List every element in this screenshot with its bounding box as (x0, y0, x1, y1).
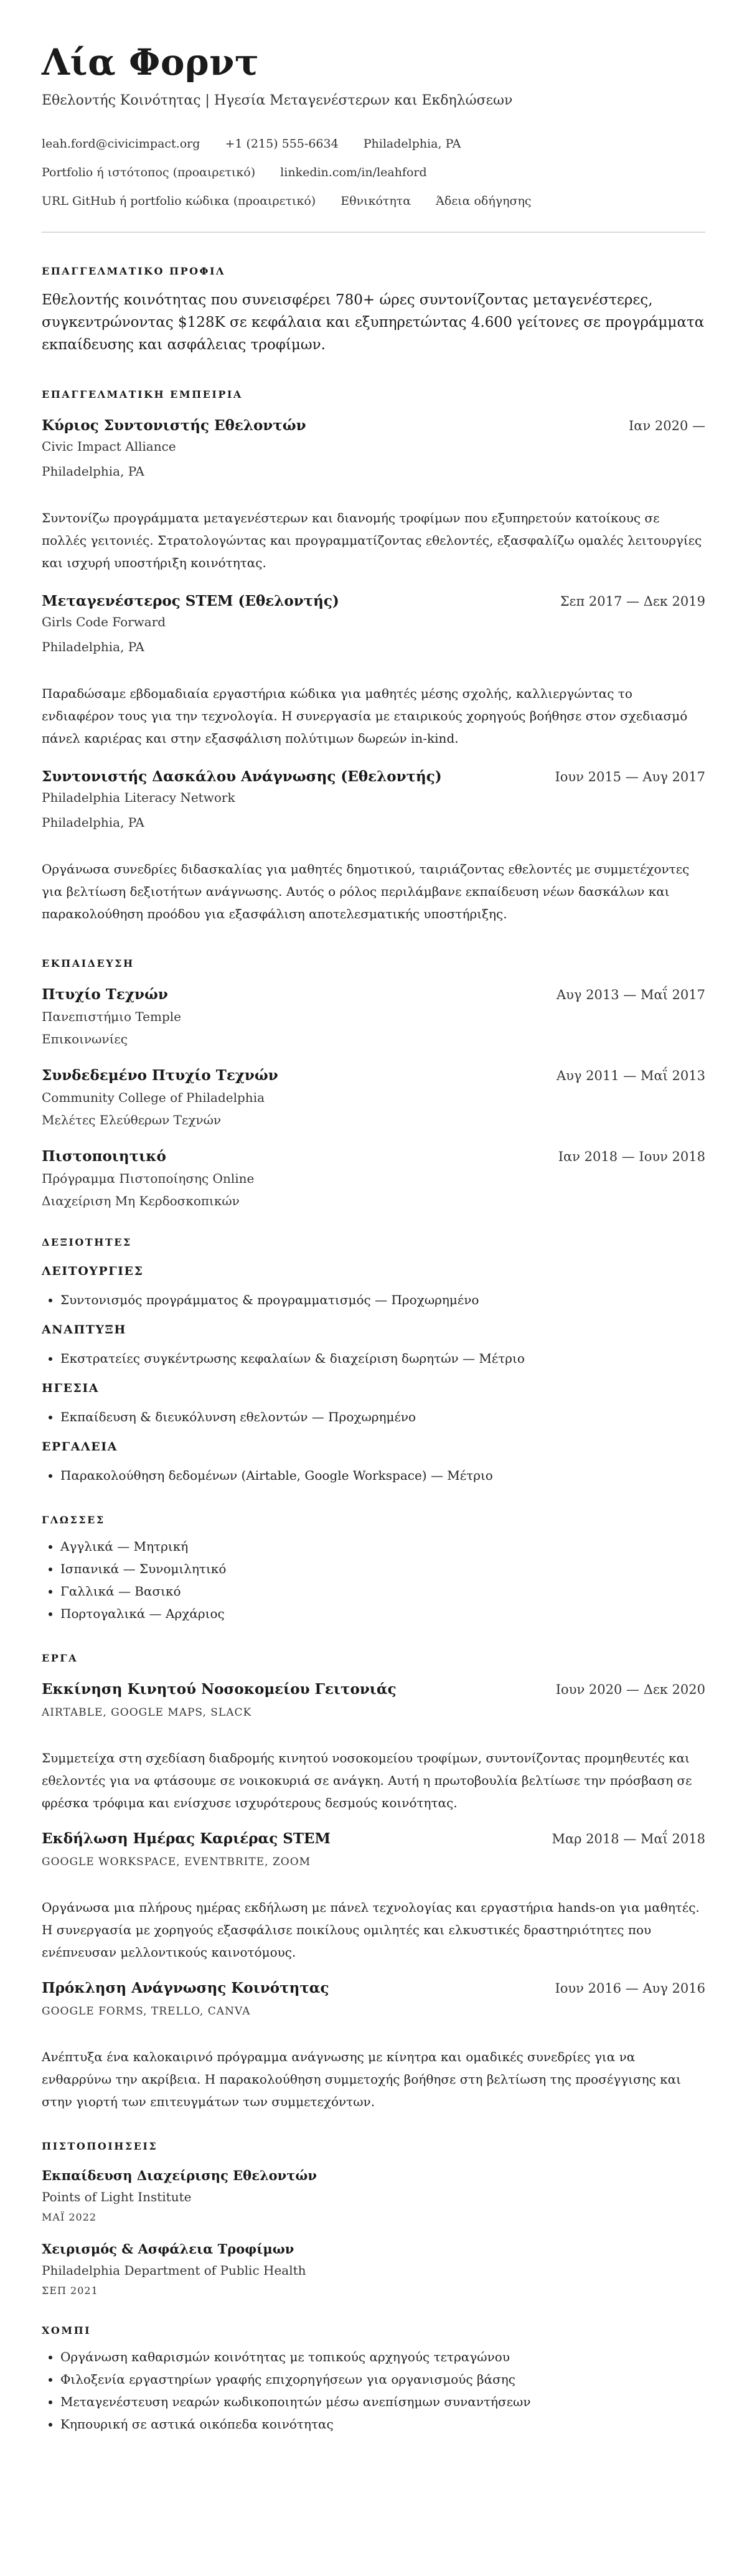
job-description: Οργάνωσα συνεδρίες διδασκαλίας για μαθητές δημοτικού, ταιριάζοντας εθελοντές με συμμετέχοντες για βελτίωση δεξιοτήτων ανάγνωσης. Αυτός ο ρόλος περιλάμβανε εκπαίδευση νέων δασκάλων και παρακολούθηση προόδου για εξασφάλιση αποτελεσματικής υποστήριξης. (42, 862, 690, 921)
project-title: Πρόκληση Ανάγνωσης Κοινότητας (42, 1980, 329, 1996)
skill-list (42, 1464, 705, 1487)
phone-number: +1 (215) 555-6634 (225, 137, 339, 151)
project-dates: Μαρ 2018 — Μαΐ 2018 (552, 1831, 705, 1846)
degree-dates: Αυγ 2011 — Μαΐ 2013 (557, 1068, 705, 1083)
education-entry (42, 1148, 705, 1209)
certification-entry (42, 2168, 705, 2224)
project-dates: Ιουν 2020 — Δεκ 2020 (555, 1682, 705, 1697)
skill-list (42, 1347, 705, 1370)
skill-item: • Εκστρατείες συγκέντρωσης κεφαλαίων & διαχείριση δωρητών — Μέτριο (60, 1347, 705, 1370)
project-entry (42, 1980, 705, 2113)
section-hobbies (42, 2325, 705, 2435)
hobby-item: • Κηπουρική σε αστικά οικόπεδα κοινότητας (60, 2413, 705, 2435)
header-divider (42, 232, 705, 233)
project-tools: GOOGLE FORMS, TRELLO, CANVA (42, 2005, 251, 2018)
degree-dates: Αυγ 2013 — Μαΐ 2017 (557, 987, 705, 1002)
skill-list (42, 1289, 705, 1311)
contact-row-links (42, 164, 705, 181)
project-tools: GOOGLE WORKSPACE, EVENTBRITE, ZOOM (42, 1856, 311, 1868)
section-title-projects: ΕΡΓΑ (42, 1652, 78, 1664)
contact-row-extra (42, 193, 705, 209)
language-item: • Πορτογαλικά — Αρχάριος (60, 1602, 705, 1625)
experience-entry (42, 417, 705, 574)
field-of-study: Διαχείριση Μη Κερδοσκοπικών (42, 1193, 240, 1208)
project-title: Εκκίνηση Κινητού Νοσοκομείου Γειτονιάς (42, 1681, 397, 1698)
section-skills (42, 1236, 705, 1487)
project-description: Οργάνωσα μια πλήρους ημέρας εκδήλωση με πάνελ τεχνολογίας και εργαστήρια hands-on για μαθητές. Η συνεργασία με χορηγούς εξασφάλισε ποικίλους ομιλητές και ελκυστικές δραστηριότητες που ενέπνευσαν μελλοντικούς καινοτόμους. (42, 1900, 700, 1960)
license-text: Άδεια οδήγησης (436, 194, 532, 208)
school-name: Πανεπιστήμιο Temple (42, 1009, 182, 1024)
contact-row-primary (42, 136, 705, 152)
education-entry (42, 1067, 705, 1128)
skill-group-title: ΑΝΑΠΤΥΞΗ (42, 1323, 126, 1337)
hobby-item: • Οργάνωση καθαρισμών κοινότητας με τοπικούς αρχηγούς τετραγώνου (60, 2346, 705, 2368)
section-title-profile: ΕΠΑΓΓΕΛΜΑΤΙΚΟ ΠΡΟΦΙΛ (42, 265, 225, 277)
job-dates: Ιαν 2020 — (628, 418, 705, 433)
certification-name: Εκπαίδευση Διαχείρισης Εθελοντών (42, 2168, 317, 2183)
job-dates: Σεπ 2017 — Δεκ 2019 (560, 594, 705, 609)
skill-group (42, 1439, 705, 1487)
degree-dates: Ιαν 2018 — Ιουν 2018 (558, 1149, 705, 1164)
job-description: Συντονίζω προγράμματα μεταγενέστερων και διανομής τροφίμων που εξυπηρετούν κατοίκους σε πολλές γειτονιές. Στρατολογώντας και προγραμματίζοντας εθελοντές, εξασφαλίζω ομαλές λειτουργίες και ισχυρή υποστήριξη κοινότητας. (42, 510, 702, 570)
project-description: Ανέπτυξα ένα καλοκαιρινό πρόγραμμα ανάγνωσης με κίνητρα και ομαδικές συνεδρίες για να ενθαρρύνω την ακρίβεια. Η παρακολούθηση συμμετοχής βοήθησε στη βελτίωση της προσέγγισης και στην γιορτή των επιτευγμάτων των συμμετεχόντων. (42, 2049, 681, 2109)
certification-entry (42, 2241, 705, 2297)
degree-title: Πιστοποιητικό (42, 1148, 166, 1165)
certification-name: Χειρισμός & Ασφάλεια Τροφίμων (42, 2241, 294, 2257)
experience-entry (42, 768, 705, 925)
section-title-education: ΕΚΠΑΙΔΕΥΣΗ (42, 957, 134, 969)
skill-group-title: ΕΡΓΑΛΕΙΑ (42, 1440, 118, 1454)
section-experience (42, 388, 705, 925)
github-link[interactable]: URL GitHub ή portfolio κώδικα (προαιρετικό) (42, 194, 316, 208)
degree-title: Πτυχίο Τεχνών (42, 986, 168, 1003)
certification-issuer: Philadelphia Department of Public Health (42, 2263, 306, 2278)
certification-issuer: Points of Light Institute (42, 2189, 192, 2204)
profile-summary: Εθελοντής κοινότητας που συνεισφέρει 780+ ώρες συντονίζοντας μεταγενέστερες, συγκεντρώνοντας $128K σε κεφάλαια και εξυπηρετώντας 4.600 γείτονες σε προγράμματα εκπαίδευσης και ασφάλειας τροφίμων. (42, 292, 705, 353)
project-description: Συμμετείχα στη σχεδίαση διαδρομής κινητού νοσοκομείου τροφίμων, συντονίζοντας προμηθευτές και εθελοντές για να φτάσουμε σε νοικοκυριά σε ανάγκη. Αυτή η πρωτοβουλία βελτίωσε την πρόσβαση σε φρέσκα τρόφιμα και ενίσχυσε ισχυρότερους δεσμούς κοινότητας. (42, 1751, 692, 1810)
skill-group (42, 1322, 705, 1370)
skill-item: • Παρακολούθηση δεδομένων (Airtable, Google Workspace) — Μέτριο (60, 1464, 705, 1487)
job-location: Philadelphia, PA (42, 464, 144, 479)
field-of-study: Επικοινωνίες (42, 1032, 128, 1046)
school-name: Community College of Philadelphia (42, 1090, 265, 1105)
language-item: • Ισπανικά — Συνομιλητικό (60, 1558, 705, 1580)
linkedin-link[interactable]: linkedin.com/in/leahford (280, 166, 427, 179)
certification-date: ΜΑΪ 2022 (42, 2211, 97, 2223)
section-certifications (42, 2140, 705, 2297)
field-of-study: Μελέτες Ελεύθερων Τεχνών (42, 1112, 222, 1127)
certification-date: ΣΕΠ 2021 (42, 2285, 98, 2296)
hobby-item: • Φιλοξενία εργαστηρίων γραφής επιχορηγήσεων για οργανισμούς βάσης (60, 2368, 705, 2390)
portfolio-link[interactable]: Portfolio ή ιστότοπος (προαιρετικό) (42, 166, 256, 179)
degree-title: Συνδεδεμένο Πτυχίο Τεχνών (42, 1067, 278, 1084)
language-list (42, 1535, 705, 1625)
section-title-hobbies: ΧΟΜΠΙ (42, 2325, 92, 2336)
section-projects (42, 1652, 705, 2113)
location-text: Philadelphia, PA (363, 137, 461, 151)
school-name: Πρόγραμμα Πιστοποίησης Online (42, 1171, 255, 1186)
email-link[interactable]: leah.ford@civicimpact.org (42, 137, 200, 151)
project-dates: Ιουν 2016 — Αυγ 2016 (555, 1981, 705, 1996)
job-organization: Civic Impact Alliance (42, 439, 176, 454)
section-title-languages: ΓΛΩΣΣΕΣ (42, 1514, 105, 1526)
section-education (42, 957, 705, 1209)
job-location: Philadelphia, PA (42, 639, 144, 654)
job-description: Παραδώσαμε εβδομαδιαία εργαστήρια κώδικα για μαθητές μέσης σχολής, καλλιεργώντας το ενδιαφέρον τους για την τεχνολογία. Η συνεργασία με εταιρικούς χορηγούς βοήθησε στον σχεδιασμό πάνελ καριέρας και στην εξασφάλιση πολύτιμων δωρεών in-kind. (42, 686, 688, 746)
job-location: Philadelphia, PA (42, 815, 144, 830)
skill-item: • Εκπαίδευση & διευκόλυνση εθελοντών — Προχωρημένο (60, 1406, 705, 1428)
section-languages (42, 1514, 705, 1625)
resume-header (42, 41, 705, 209)
skill-group-title: ΛΕΙΤΟΥΡΓΙΕΣ (42, 1264, 144, 1278)
job-title: Συντονιστής Δασκάλου Ανάγνωσης (Εθελοντής) (42, 768, 442, 785)
headline: Εθελοντής Κοινότητας | Ηγεσία Μεταγενέστερων και Εκδηλώσεων (42, 93, 513, 108)
job-organization: Philadelphia Literacy Network (42, 790, 235, 805)
section-profile (42, 265, 705, 356)
hobby-item: • Μεταγενέστευση νεαρών κωδικοποιητών μέσω ανεπίσημων συναντήσεων (60, 2390, 705, 2413)
section-title-certifications: ΠΙΣΤΟΠΟΙΗΣΕΙΣ (42, 2140, 158, 2152)
skill-item: • Συντονισμός προγράμματος & προγραμματισμός — Προχωρημένο (60, 1289, 705, 1311)
job-title: Μεταγενέστερος STEM (Εθελοντής) (42, 593, 339, 609)
job-dates: Ιουν 2015 — Αυγ 2017 (555, 769, 705, 784)
job-title: Κύριος Συντονιστής Εθελοντών (42, 417, 306, 434)
nationality-text: Εθνικότητα (341, 194, 411, 208)
section-title-experience: ΕΠΑΓΓΕΛΜΑΤΙΚΗ ΕΜΠΕΙΡΙΑ (42, 388, 243, 400)
project-title: Εκδήλωση Ημέρας Καριέρας STEM (42, 1830, 331, 1847)
language-item: • Γαλλικά — Βασικό (60, 1580, 705, 1602)
hobby-list (42, 2346, 705, 2435)
person-name: Λία Φορντ (42, 41, 260, 83)
section-title-skills: ΔΕΞΙΟΤΗΤΕΣ (42, 1236, 132, 1248)
skill-group-title: ΗΓΕΣΙΑ (42, 1381, 99, 1395)
job-organization: Girls Code Forward (42, 614, 166, 629)
skill-group (42, 1381, 705, 1428)
language-item: • Αγγλικά — Μητρική (60, 1535, 705, 1558)
project-entry (42, 1681, 705, 1814)
skill-list (42, 1406, 705, 1428)
education-entry (42, 986, 705, 1047)
skill-group (42, 1264, 705, 1311)
experience-entry (42, 593, 705, 750)
project-entry (42, 1830, 705, 1963)
project-tools: AIRTABLE, GOOGLE MAPS, SLACK (42, 1706, 252, 1719)
